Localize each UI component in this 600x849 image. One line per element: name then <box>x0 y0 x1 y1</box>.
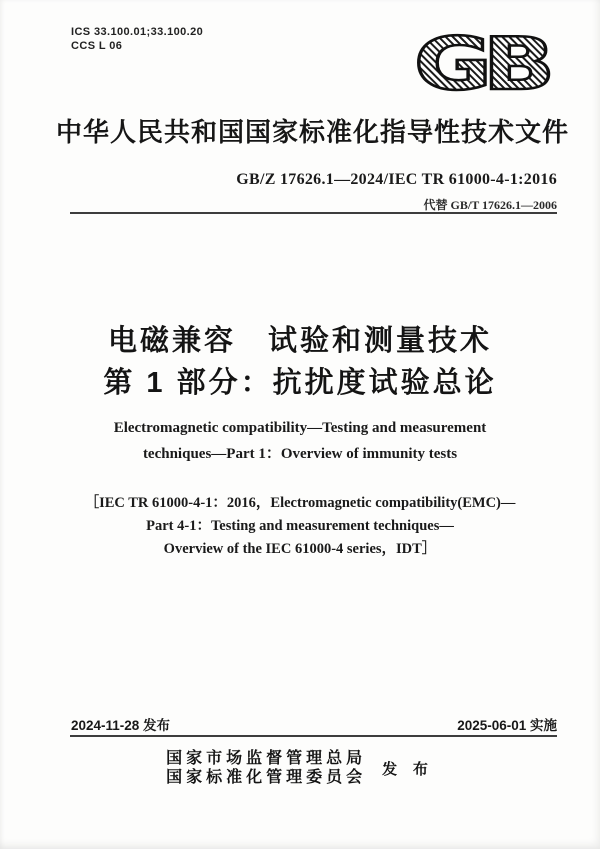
issue-date: 2024-11-28 发布 <box>71 718 171 733</box>
document-type-title: 中华人民共和国国家标准化指导性技术文件 <box>56 118 570 147</box>
iec-reference-line2: Part 4-1：Testing and measurement techniques— <box>146 518 454 534</box>
chinese-title-line1: 电磁兼容 试验和测量技术 <box>107 325 492 357</box>
english-title-line2: techniques—Part 1：Overview of immunity tests <box>142 446 458 462</box>
header-rule <box>70 212 557 214</box>
gb-logo-text: GB <box>414 27 549 101</box>
classification-codes <box>71 25 203 53</box>
chinese-title <box>0 320 600 404</box>
chinese-title-line2: 第 1 部分：抗扰度试验总论 <box>103 367 497 399</box>
publish-label: 发 布 <box>382 761 434 778</box>
iec-reference <box>0 492 600 561</box>
replaces-note: 代替 GB/T 17626.1—2006 <box>423 198 557 212</box>
issuer-line2: 国家标准化管理委员会 <box>166 769 367 786</box>
issuer-line1: 国家市场监督管理总局 <box>166 750 367 767</box>
standard-number: GB/Z 17626.1—2024/IEC TR 61000-4-1:2016 <box>236 171 557 188</box>
gb-logo <box>409 27 551 101</box>
issuing-bodies <box>0 749 600 787</box>
issuer-names <box>166 749 366 787</box>
gb-logo-graphic <box>409 27 551 101</box>
iec-reference-line1: ［IEC TR 61000-4-1：2016，Electromagnetic compatibility(EMC)— <box>84 495 516 511</box>
english-title-line1: Electromagnetic compatibility—Testing and measurement <box>113 420 487 436</box>
implement-date: 2025-06-01 实施 <box>457 718 557 733</box>
footer-rule <box>70 735 557 737</box>
ics-code: ICS 33.100.01;33.100.20 <box>71 26 204 38</box>
english-title <box>0 415 600 467</box>
footer-dates <box>71 714 557 734</box>
iec-reference-line3: Overview of the IEC 61000-4 series，IDT］ <box>163 541 437 557</box>
ccs-code: CCS L 06 <box>71 40 123 52</box>
